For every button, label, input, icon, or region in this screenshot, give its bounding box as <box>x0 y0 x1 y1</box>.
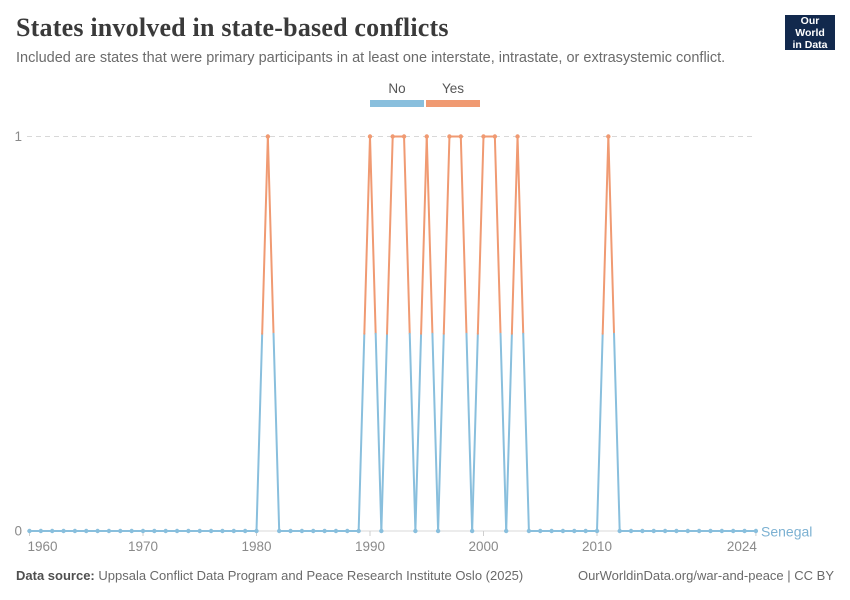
legend-label-yes: Yes <box>441 81 465 96</box>
x-tick-label: 2024 <box>726 539 757 554</box>
x-tick-label: 1980 <box>241 539 272 554</box>
data-source-label: Data source: <box>16 568 95 583</box>
entity-label-senegal: Senegal <box>761 523 813 540</box>
owid-logo-line2: in Data <box>792 39 828 51</box>
y-tick-label: 0 <box>14 523 22 539</box>
x-tick-label: 2010 <box>581 539 613 554</box>
x-tick-label: 2000 <box>468 539 499 554</box>
x-tick-label: 1960 <box>27 539 58 554</box>
chart-footer <box>16 568 834 583</box>
y-tick-label: 1 <box>14 129 22 144</box>
data-source-note <box>16 568 523 583</box>
line-senegal <box>30 137 756 532</box>
data-source-text: Uppsala Conflict Data Program and Peace Research Institute Oslo (2025) <box>94 568 524 583</box>
owid-logo-line1: Our World <box>795 15 825 39</box>
x-axis-labels <box>28 539 758 554</box>
page-title: States involved in state-based conflicts <box>16 13 449 42</box>
x-tick-label: 1990 <box>354 539 386 554</box>
chart-subtitle: Included are states that were primary participants in at least one interstate, intrastate, or extrasystemic conflict. <box>16 50 726 66</box>
legend-label-no: No <box>388 81 406 96</box>
owid-cc-link[interactable]: OurWorldinData.org/war-and-peace | CC BY <box>577 568 834 583</box>
data-points <box>27 134 758 533</box>
y-axis-labels <box>14 129 22 539</box>
x-tick-label: 1970 <box>127 539 159 554</box>
